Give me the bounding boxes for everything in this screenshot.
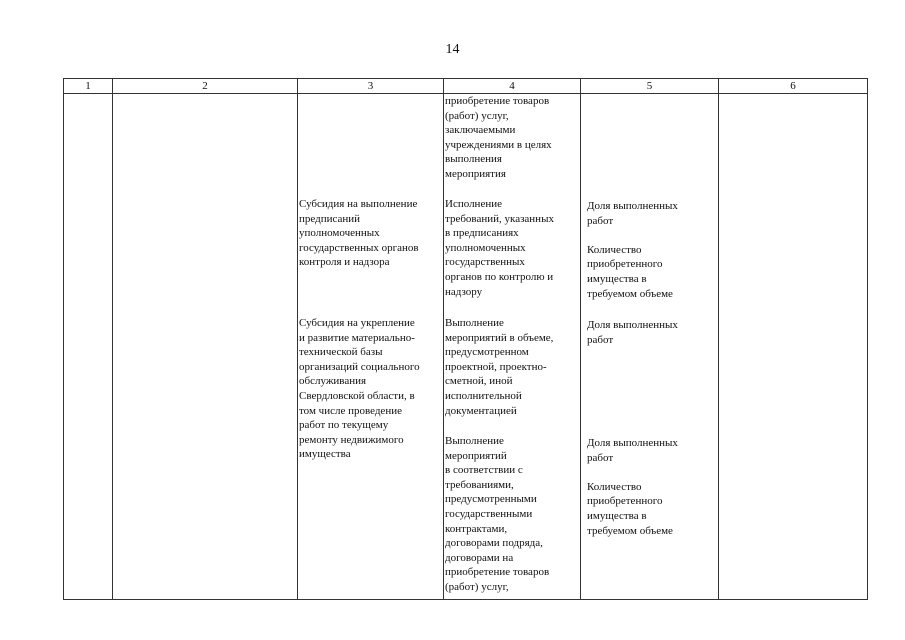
indicator-text: Доля выполненных работ Количество приобретенного имущества в требуемом объеме <box>587 200 678 300</box>
column-number-6: 6 <box>719 79 868 94</box>
measure-text: приобретение товаров (работ) услуг, заключаемыми учреждениями в целях выполнения мероприятия <box>445 95 552 180</box>
indicator-text: Доля выполненных работ <box>587 319 678 346</box>
cell-col2 <box>113 94 298 600</box>
measure-text: Выполнение мероприятий в объеме, предусмотренном проектной, проектно- сметной, иной исполнительной документацией <box>445 317 554 417</box>
indicator-text: Доля выполненных работ Количество приобретенного имущества в требуемом объеме <box>587 437 678 537</box>
column-number-1: 1 <box>64 79 113 94</box>
measures-table <box>63 78 868 600</box>
column-number-row <box>64 79 868 94</box>
table-row <box>64 94 868 600</box>
page-number: 14 <box>445 42 460 57</box>
measure-text: Исполнение требований, указанных в предписаниях уполномоченных государственных органов по контролю и надзору <box>445 198 554 298</box>
subsidy-name: Субсидия на выполнение предписаний уполномоченных государственных органов контроля и надзора <box>299 198 419 269</box>
column-number-3: 3 <box>298 79 444 94</box>
measure-text: Выполнение мероприятий в соответствии с требованиями, предусмотренными государственными контрактами, договорами подряда, договорами на приобретение товаров (работ) услуг, <box>445 435 550 593</box>
cell-col4 <box>444 94 581 600</box>
cell-col1 <box>64 94 113 600</box>
column-number-4: 4 <box>444 79 581 94</box>
column-number-5: 5 <box>581 79 719 94</box>
subsidy-name: Субсидия на укрепление и развитие материально- технической базы организаций социального обслуживания Свердловской области, в том числе проведение работ по текущему ремонту недвижимого имущества <box>299 317 420 461</box>
cell-col3 <box>298 94 444 600</box>
cell-col5 <box>581 94 719 600</box>
column-number-2: 2 <box>113 79 298 94</box>
cell-col6 <box>719 94 868 600</box>
